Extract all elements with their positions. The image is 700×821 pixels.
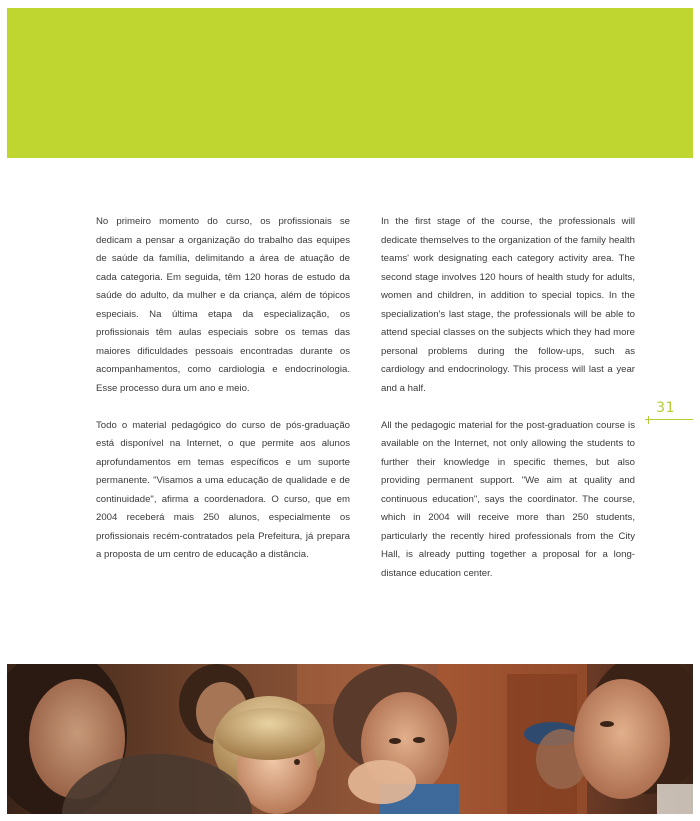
- page-number: 31: [656, 400, 675, 416]
- portuguese-paragraph-1: No primeiro momento do curso, os profissionais se dedicam a pensar a organização do trabalho das equipes de saúde da família, delimitando a área de atuação de cada categoria. Em seguida, têm 120 horas de estudo da saúde do adulto, da mulher e da criança, além de tópicos especiais. Na última etapa da especialização, os profissionais têm aulas especiais sobre os temas das maiores dificuldades pessoais encontradas durante os acompanhamentos, como cardiologia e endocrinologia. Esse processo dura um ano e meio.: [96, 216, 350, 394]
- portuguese-paragraph-2: Todo o material pedagógico do curso de pós-graduação está disponível na Internet, o que permite aos alunos aprofundamentos em temas específicos e um suporte permanente. "Visamos a uma educação de qualidade e de continuidade", afirma a coordenadora. O curso, que em 2004 receberá mais 250 alunos, especialmente os profissionais recém-contratados pela Prefeitura, já prepara a proposta de um centro de educação a distância.: [96, 419, 350, 560]
- page-number-marker: [645, 400, 693, 424]
- page-number-tick: [648, 416, 649, 424]
- classroom-photo: [7, 664, 693, 814]
- page-number-rule: [645, 419, 693, 420]
- header-color-band: [7, 8, 693, 158]
- english-text-column: [381, 213, 635, 602]
- photo-illustration: [7, 664, 693, 814]
- english-paragraph-1: In the first stage of the course, the professionals will dedicate themselves to the organization of the family health teams' work designating each category activity area. The second stage involves 120 hours of health study for adults, women and children, in addition to special topics. In the specialization's last stage, the professionals will be able to attend special classes on the subjects which they had more personal problems during the follow-ups, such as cardiology and endocrinology. This process will last a year and a half.: [381, 216, 635, 394]
- english-paragraph-2: All the pedagogic material for the post-graduation course is available on the Internet, not only allowing the students to further their knowledge in specific themes, but also providing permanent support. "We aim at quality and continuous education", says the coordinator. The course, which in 2004 will receive more than 250 students, particularly the recently hired professionals from the City Hall, is already putting together a proposal for a long-distance education center.: [381, 419, 635, 579]
- portuguese-text-column: [96, 213, 350, 583]
